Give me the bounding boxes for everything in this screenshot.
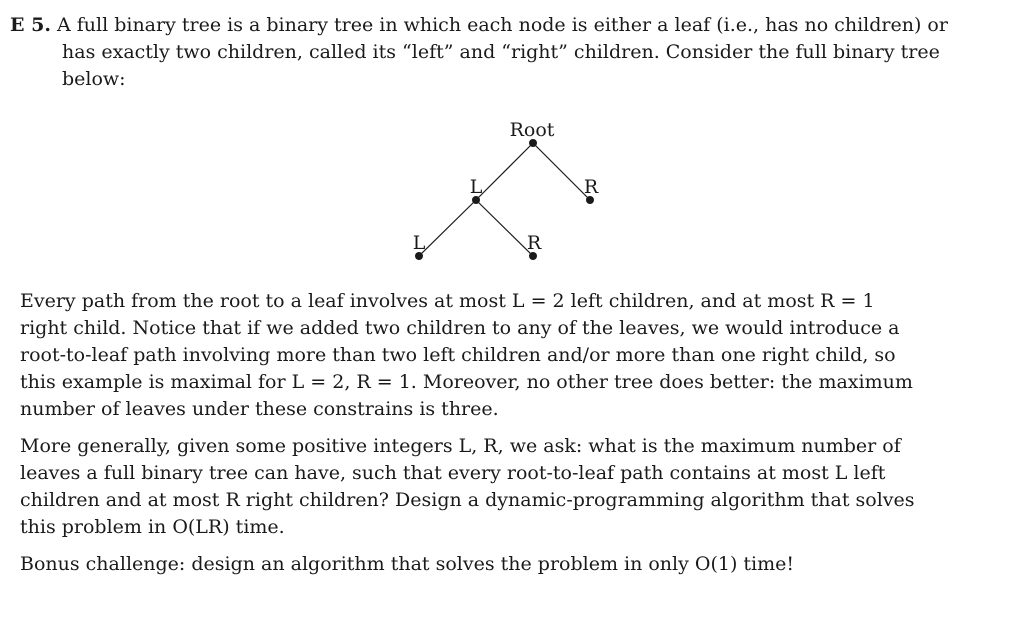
paragraph-example [20, 288, 920, 423]
paragraph-bonus [20, 551, 920, 578]
paragraph-line: right child. Notice that if we added two children to any of the leaves, we would introduce a [20, 317, 900, 339]
paragraph-line: leaves a full binary tree can have, such that every root-to-leaf path contains at most L left [20, 462, 886, 484]
intro-line-2: has exactly two children, called its “left” and “right” children. Consider the full binary tree [62, 41, 940, 63]
paragraph-line: More generally, given some positive integers L, R, we ask: what is the maximum number of [20, 435, 901, 457]
paragraph-line: number of leaves under these constrains is three. [20, 398, 499, 420]
edge-root-right [533, 143, 590, 200]
edge-root-left [476, 143, 533, 200]
paragraph-line: this example is maximal for L = 2, R = 1. Moreover, no other tree does better: the maximum [20, 371, 913, 393]
right-child-label: R [583, 176, 599, 198]
edge-left-left [419, 200, 476, 256]
intro-line-3: below: [62, 68, 126, 90]
paragraph-line: root-to-leaf path involving more than two left children and/or more than one right child, so [20, 344, 896, 366]
paragraph-line: this problem in O(LR) time. [20, 516, 285, 538]
intro-line-1: A full binary tree is a binary tree in which each node is either a leaf (i.e., has no children) or [56, 14, 948, 36]
paragraph-line: Every path from the root to a leaf involves at most L = 2 left children, and at most R = 1 [20, 290, 875, 312]
paragraph-line: Bonus challenge: design an algorithm that solves the problem in only O(1) time! [20, 553, 795, 575]
root-label: Root [509, 119, 555, 141]
edge-left-right [476, 200, 533, 256]
paragraph-line: children and at most R right children? Design a dynamic-programming algorithm that solves [20, 489, 915, 511]
paragraph-general-question [20, 433, 920, 541]
binary-tree-diagram [0, 0, 1024, 290]
problem-number: E 5. [10, 14, 51, 36]
left-left-leaf-label: L [412, 232, 426, 254]
left-child-label: L [469, 176, 483, 198]
left-right-leaf-label: R [526, 232, 542, 254]
